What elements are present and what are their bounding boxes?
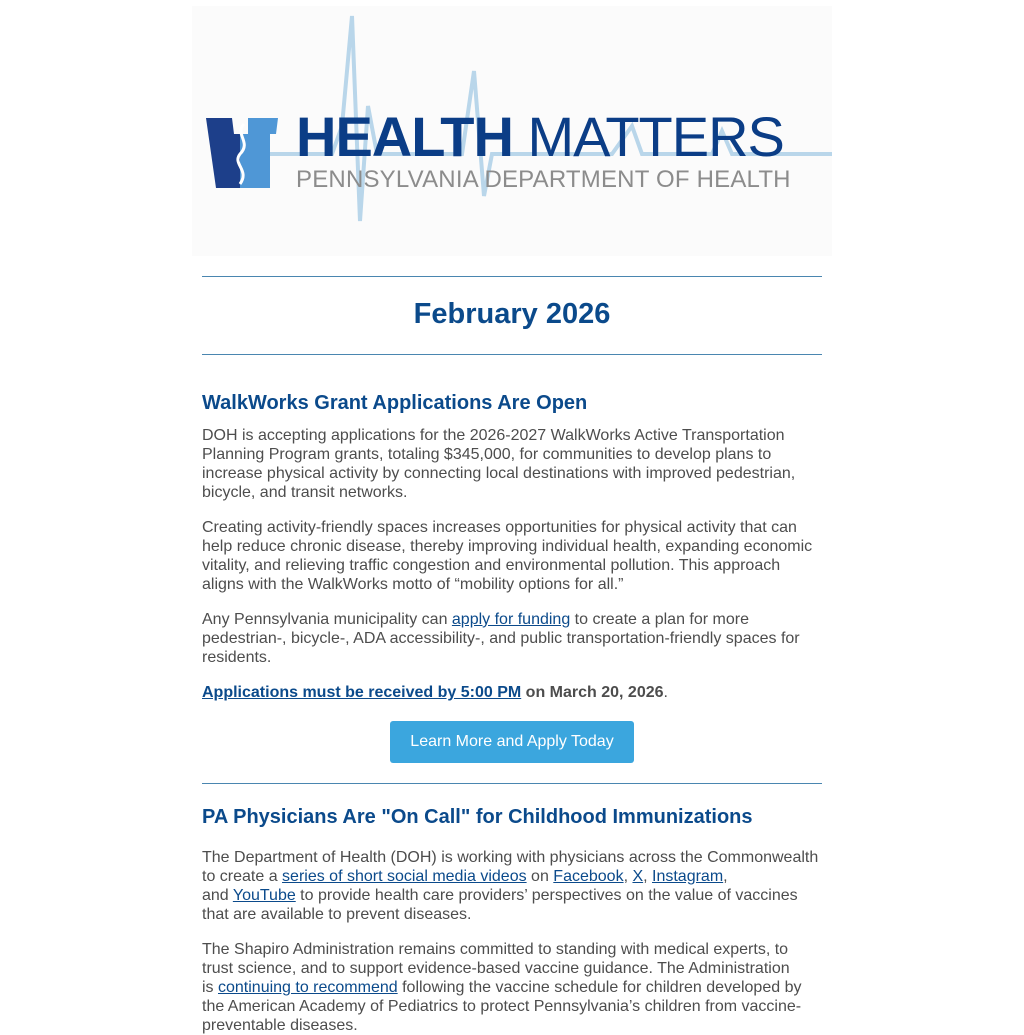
logo-subtitle: PENNSYLVANIA DEPARTMENT OF HEALTH bbox=[296, 166, 791, 193]
logo-title: HEALTH MATTERS bbox=[296, 105, 784, 168]
article-paragraph: DOH is accepting applications for the 2026-2027 WalkWorks Active Transportation Planning Program grants, totaling $345,000, for communities to develop plans to increase physical activity by connecting local destinations with improved pedestrian, bicycle, and transit networks. bbox=[202, 427, 796, 501]
article-immunizations bbox=[202, 806, 822, 1035]
article-paragraph: Creating activity-friendly spaces increases opportunities for physical activity that can help reduce chronic disease, thereby improving individual health, expanding economic vitality, and relieving traffic congestion and environmental pollution. This approach aligns with the WalkWorks motto of “mobility options for all.” bbox=[202, 519, 813, 593]
article-paragraph: Any Pennsylvania municipality can apply for funding to create a plan for more pedestrian-, bicycle-, ADA accessibility-, and public transportation-friendly spaces for residents. bbox=[202, 611, 800, 666]
learn-more-apply-button[interactable]: Learn More and Apply Today bbox=[390, 721, 634, 763]
divider bbox=[202, 783, 822, 784]
social-media-videos-link[interactable]: series of short social media videos bbox=[282, 868, 527, 885]
youtube-link[interactable]: YouTube bbox=[232, 887, 296, 904]
article-title: PA Physicians Are "On Call" for Childhood Immunizations bbox=[202, 806, 753, 828]
facebook-link[interactable]: Facebook bbox=[553, 868, 624, 885]
issue-date-heading: February 2026 bbox=[413, 298, 611, 330]
x-link[interactable]: X bbox=[632, 868, 644, 885]
article-title: WalkWorks Grant Applications Are Open bbox=[202, 392, 588, 414]
keystone-logo-icon bbox=[204, 114, 284, 194]
divider bbox=[202, 354, 822, 355]
deadline-paragraph: Applications must be received by 5:00 PM on March 20, 2026. bbox=[202, 684, 668, 701]
article-walkworks bbox=[202, 392, 822, 702]
continuing-to-recommend-link[interactable]: continuing to recommend bbox=[218, 979, 398, 996]
apply-for-funding-link[interactable]: apply for funding bbox=[451, 611, 571, 628]
article-paragraph: The Shapiro Administration remains committed to standing with medical experts, to trust science, and to support evidence-based vaccine guidance. The Administration is continuing to recommend following the vaccine schedule for children developed by the American Academy of Pediatrics to protect Pennsylvania’s children from vaccine-preventable diseases. bbox=[202, 941, 802, 1034]
health-matters-banner bbox=[192, 6, 832, 256]
article-paragraph: The Department of Health (DOH) is working with physicians across the Commonwealth to create a series of short social media videos on Facebook, X, Instagram, and YouTube to provide health care providers’ perspectives on the value of vaccines that are available to prevent diseases. bbox=[202, 849, 819, 923]
deadline-link[interactable]: Applications must be received by 5:00 PM bbox=[202, 684, 522, 701]
instagram-link[interactable]: Instagram bbox=[652, 868, 724, 885]
divider bbox=[202, 276, 822, 277]
